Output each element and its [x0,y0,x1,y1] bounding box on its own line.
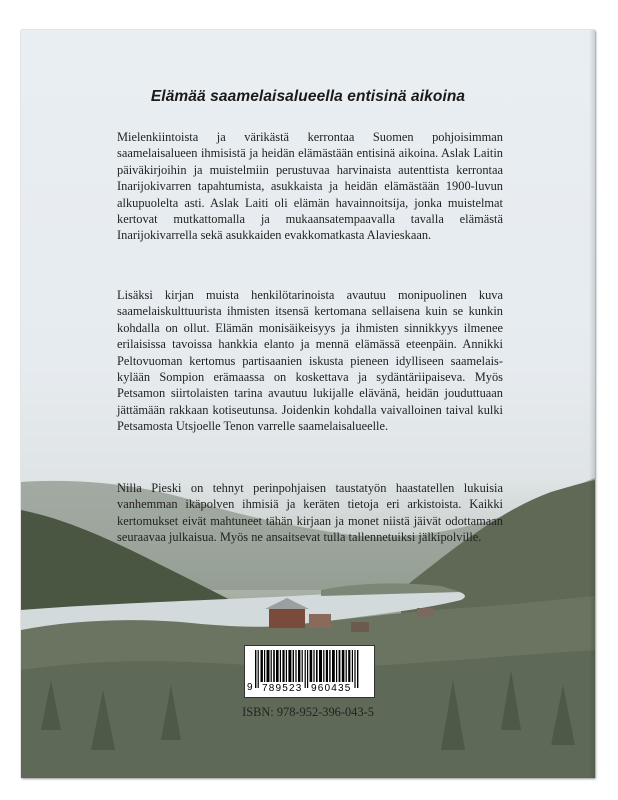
house-main [269,608,305,628]
blurb-paragraph-2 [117,287,503,435]
blurb-paragraph-1 [117,129,503,244]
cover-title: Elämää saamelaisalueella entisinä aikoina [150,88,466,105]
barcode-left-digits: 789523 [262,683,303,694]
paragraph-text: Mielenkiintoista ja värikästä kerrontaa Suomen pohjoisimman saamelaisalueen ihmisistä ja heidän elämästään entisinä aikoina. Aslak Laitin päiväkirjoihin ja muistelmiin perustuvaa harvinaista autenttista kerrontaa Inarijokivarren tapahtumista, asukkaista ja heidän elämästään 1900-luvun alkupuolelta asti. Aslak Laiti oli elämän havainnoitsija, jonka muistelmat kertovat mutkattomalla ja mukaansatempaavalla tavalla elämästä Inarijokivarrella sekä asukkaiden evakkomatkasta Alavieskaan. [117,130,503,243]
isbn-text: ISBN: 978-952-396-043-5 [242,705,374,719]
paragraph-text: Lisäksi kirjan muista henkilötarinoista avautuu monipuolinen kuva saamelaiskulttuurista ihmisten itsensä kertomana sellaisena kuin se kunkin kohdalla on ollut. Elämän monisäikeisyys ja ihmisten sinnikkyys ilmenee erilaisissa tavoissa hankkia elanto ja mennä elämässä eteenpäin. Annikki Peltovuoman kertomus partisaanien iskusta pieneen idylliseen saamelaiskylään Sompion erämaassa on koskettava ja sydäntäriipaiseva. Myös Petsamon siirtolaisten tarina avautuu lukijalle elävänä, heidän jouduttuaan jättämään rakkaan kotiseutunsa. Joidenkin kohdalla vaivalloinen taival kulki Petsamosta Utsjoelle Tenon varrelle saamelaisalueelle. [117,288,503,434]
house-small [351,622,369,632]
barcode-lead-digit: 9 [247,682,253,693]
barcode-right-digits: 960435 [311,683,352,694]
paragraph-text: Nilla Pieski on tehnyt perinpohjaisen taustatyön haastatellen lukuisia vanhemman ikäpolven ihmisiä ja keräten tietoja eri arkistoista. Kaikki kertomukset eivät mahtuneet tähän kirjaan ja monet niistä jäivät odottamaan seuraavaa julkaisua. Myös ne ansaitsevat tulla tallennetuiksi jälkipolville. [117,481,503,545]
blurb-paragraph-3 [117,480,503,546]
house-far [417,608,433,617]
barcode [244,645,375,698]
house-side [309,614,331,628]
back-cover [21,30,595,778]
spine-edge [589,30,595,778]
